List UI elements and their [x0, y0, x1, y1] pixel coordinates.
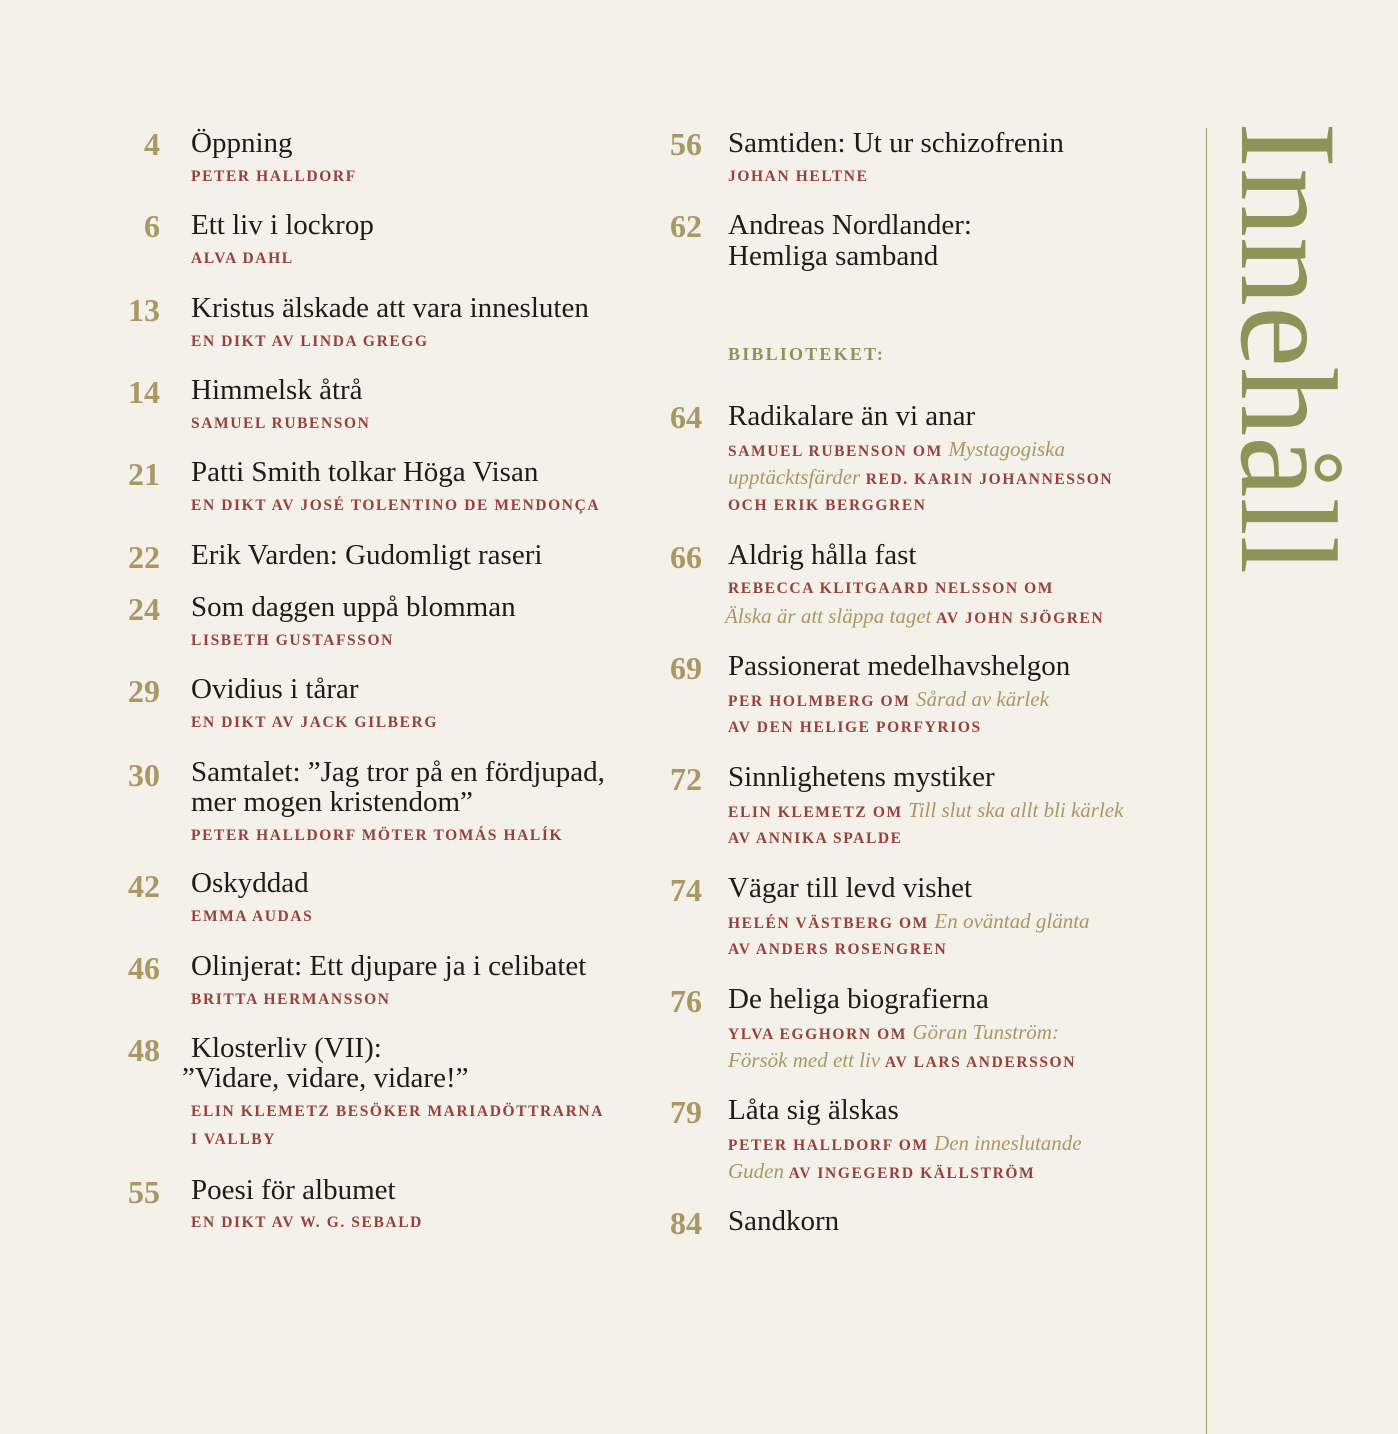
page-number: 24: [128, 591, 160, 627]
entry-title[interactable]: Vägar till levd vishet: [728, 872, 973, 904]
page-number: 21: [128, 456, 160, 492]
entry-byline: LISBETH GUSTAFSSON: [191, 632, 394, 649]
book-title: Sårad av kärlek: [915, 687, 1049, 711]
entry-byline: PETER HALLDORF: [191, 168, 357, 185]
entry-title[interactable]: Ovidius i tårar: [191, 673, 359, 705]
entry-byline: EN DIKT AV JACK GILBERG: [191, 714, 438, 731]
page-number: 79: [670, 1094, 702, 1130]
entry-title[interactable]: Öppning: [191, 127, 293, 159]
book-title: Till slut ska allt bli kärlek: [908, 798, 1124, 822]
entry-byline: EN DIKT AV JOSÉ TOLENTINO DE MENDONÇA: [191, 497, 601, 514]
entry-byline-line2: Guden AV INGEGERD KÄLLSTRÖM: [728, 1159, 1036, 1183]
entry-byline: PER HOLMBERG OM Sårad av kärlek: [728, 687, 1049, 711]
entry-byline: EMMA AUDAS: [191, 908, 314, 925]
entry-title[interactable]: Patti Smith tolkar Höga Visan: [191, 456, 539, 488]
entry-byline: JOHAN HELTNE: [728, 168, 869, 185]
page-number: 6: [144, 208, 160, 244]
entry-title[interactable]: Andreas Nordlander:: [728, 209, 972, 241]
entry-title[interactable]: Sinnlighetens mystiker: [728, 761, 995, 793]
entry-title[interactable]: Sandkorn: [728, 1205, 840, 1237]
entry-title[interactable]: De heliga biografierna: [728, 983, 989, 1015]
page-number: 84: [670, 1205, 702, 1241]
page-number: 76: [670, 983, 702, 1019]
section-heading-library: BIBLIOTEKET:: [728, 344, 886, 364]
page-number: 48: [128, 1032, 160, 1068]
entry-byline: ALVA DAHL: [191, 250, 294, 267]
entry-title[interactable]: Poesi för albumet: [191, 1174, 396, 1206]
entry-title[interactable]: Samtiden: Ut ur schizofrenin: [728, 127, 1064, 159]
book-title: Göran Tunström:: [912, 1020, 1059, 1044]
entry-byline: ELIN KLEMETZ BESÖKER MARIADÖTTRARNA: [191, 1103, 604, 1120]
entry-byline: YLVA EGGHORN OM Göran Tunström:: [728, 1020, 1059, 1044]
entry-byline: SAMUEL RUBENSON: [191, 415, 371, 432]
entry-byline-line3: OCH ERIK BERGGREN: [728, 497, 927, 514]
entry-title[interactable]: Passionerat medelhavshelgon: [728, 650, 1071, 682]
entry-title[interactable]: Aldrig hålla fast: [728, 539, 917, 571]
book-title: En oväntad glänta: [934, 909, 1090, 933]
entry-byline: BRITTA HERMANSSON: [191, 991, 391, 1008]
page-number: 13: [128, 292, 160, 328]
entry-title[interactable]: Kristus älskade att vara innesluten: [191, 292, 589, 324]
page-number: 30: [128, 757, 160, 793]
page-number: 14: [128, 374, 160, 410]
book-title: Guden: [728, 1159, 784, 1183]
entry-title[interactable]: Låta sig älskas: [728, 1094, 899, 1126]
entry-title[interactable]: Himmelsk åtrå: [191, 374, 363, 406]
entry-byline-line2: AV ANNIKA SPALDE: [728, 830, 903, 847]
book-title: upptäcktsfärder: [728, 465, 861, 489]
entry-title-line2[interactable]: ”Vidare, vidare, vidare!”: [182, 1062, 469, 1094]
page-number: 72: [670, 761, 702, 797]
book-title: Den inneslutande: [934, 1131, 1082, 1155]
book-title: Mystagogiska: [948, 437, 1065, 461]
divider-line: [1206, 128, 1207, 1434]
page-number: 56: [670, 126, 702, 162]
entry-byline: PETER HALLDORF OM Den inneslutande: [728, 1131, 1082, 1155]
entry-byline-line2: Försök med ett liv AV LARS ANDERSSON: [728, 1048, 1076, 1072]
page-number: 22: [128, 539, 160, 575]
entry-title[interactable]: Radikalare än vi anar: [728, 400, 976, 432]
entry-byline-line2: upptäcktsfärder RED. KARIN JOHANNESSON: [728, 465, 1114, 489]
book-title: Älska är att släppa taget: [725, 604, 932, 628]
entry-byline: PETER HALLDORF MÖTER TOMÁS HALÍK: [191, 827, 564, 844]
entry-byline: REBECCA KLITGAARD NELSSON OM: [728, 580, 1055, 597]
page-number: 4: [144, 126, 160, 162]
entry-byline-line2: I VALLBY: [191, 1131, 277, 1148]
page-number: 29: [128, 673, 160, 709]
page-number: 64: [670, 399, 702, 435]
book-title: Försök med ett liv: [728, 1048, 881, 1072]
entry-byline: EN DIKT AV W. G. SEBALD: [191, 1214, 423, 1231]
entry-title[interactable]: Ett liv i lockrop: [191, 209, 374, 241]
page-number: 46: [128, 950, 160, 986]
page-number: 55: [128, 1174, 160, 1210]
entry-byline: ELIN KLEMETZ OM Till slut ska allt bli kärlek: [728, 798, 1124, 822]
entry-title[interactable]: Samtalet: ”Jag tror på en fördjupad,: [191, 756, 605, 788]
entry-byline: EN DIKT AV LINDA GREGG: [191, 333, 429, 350]
page-number: 69: [670, 650, 702, 686]
entry-title[interactable]: Erik Varden: Gudomligt raseri: [191, 539, 543, 571]
page-number: 66: [670, 539, 702, 575]
entry-title-line2[interactable]: Hemliga samband: [728, 240, 939, 272]
page-number: 42: [128, 868, 160, 904]
page-title: Innehåll: [1212, 122, 1365, 575]
entry-byline-line2: AV DEN HELIGE PORFYRIOS: [728, 719, 982, 736]
entry-title[interactable]: Som daggen uppå blomman: [191, 591, 516, 623]
entry-title[interactable]: Oskyddad: [191, 867, 309, 899]
entry-byline-line2: AV ANDERS ROSENGREN: [728, 941, 948, 958]
entry-title[interactable]: Olinjerat: Ett djupare ja i celibatet: [191, 950, 587, 982]
page-number: 62: [670, 208, 702, 244]
entry-byline: HELÉN VÄSTBERG OM En oväntad glänta: [728, 909, 1090, 933]
entry-title-line2[interactable]: mer mogen kristendom”: [191, 786, 473, 818]
entry-byline: SAMUEL RUBENSON OM Mystagogiska: [728, 437, 1065, 461]
page-number: 74: [670, 872, 702, 908]
entry-byline-line2: Älska är att släppa taget AV JOHN SJÖGREN: [725, 604, 1105, 628]
entry-title[interactable]: Klosterliv (VII):: [191, 1032, 382, 1064]
